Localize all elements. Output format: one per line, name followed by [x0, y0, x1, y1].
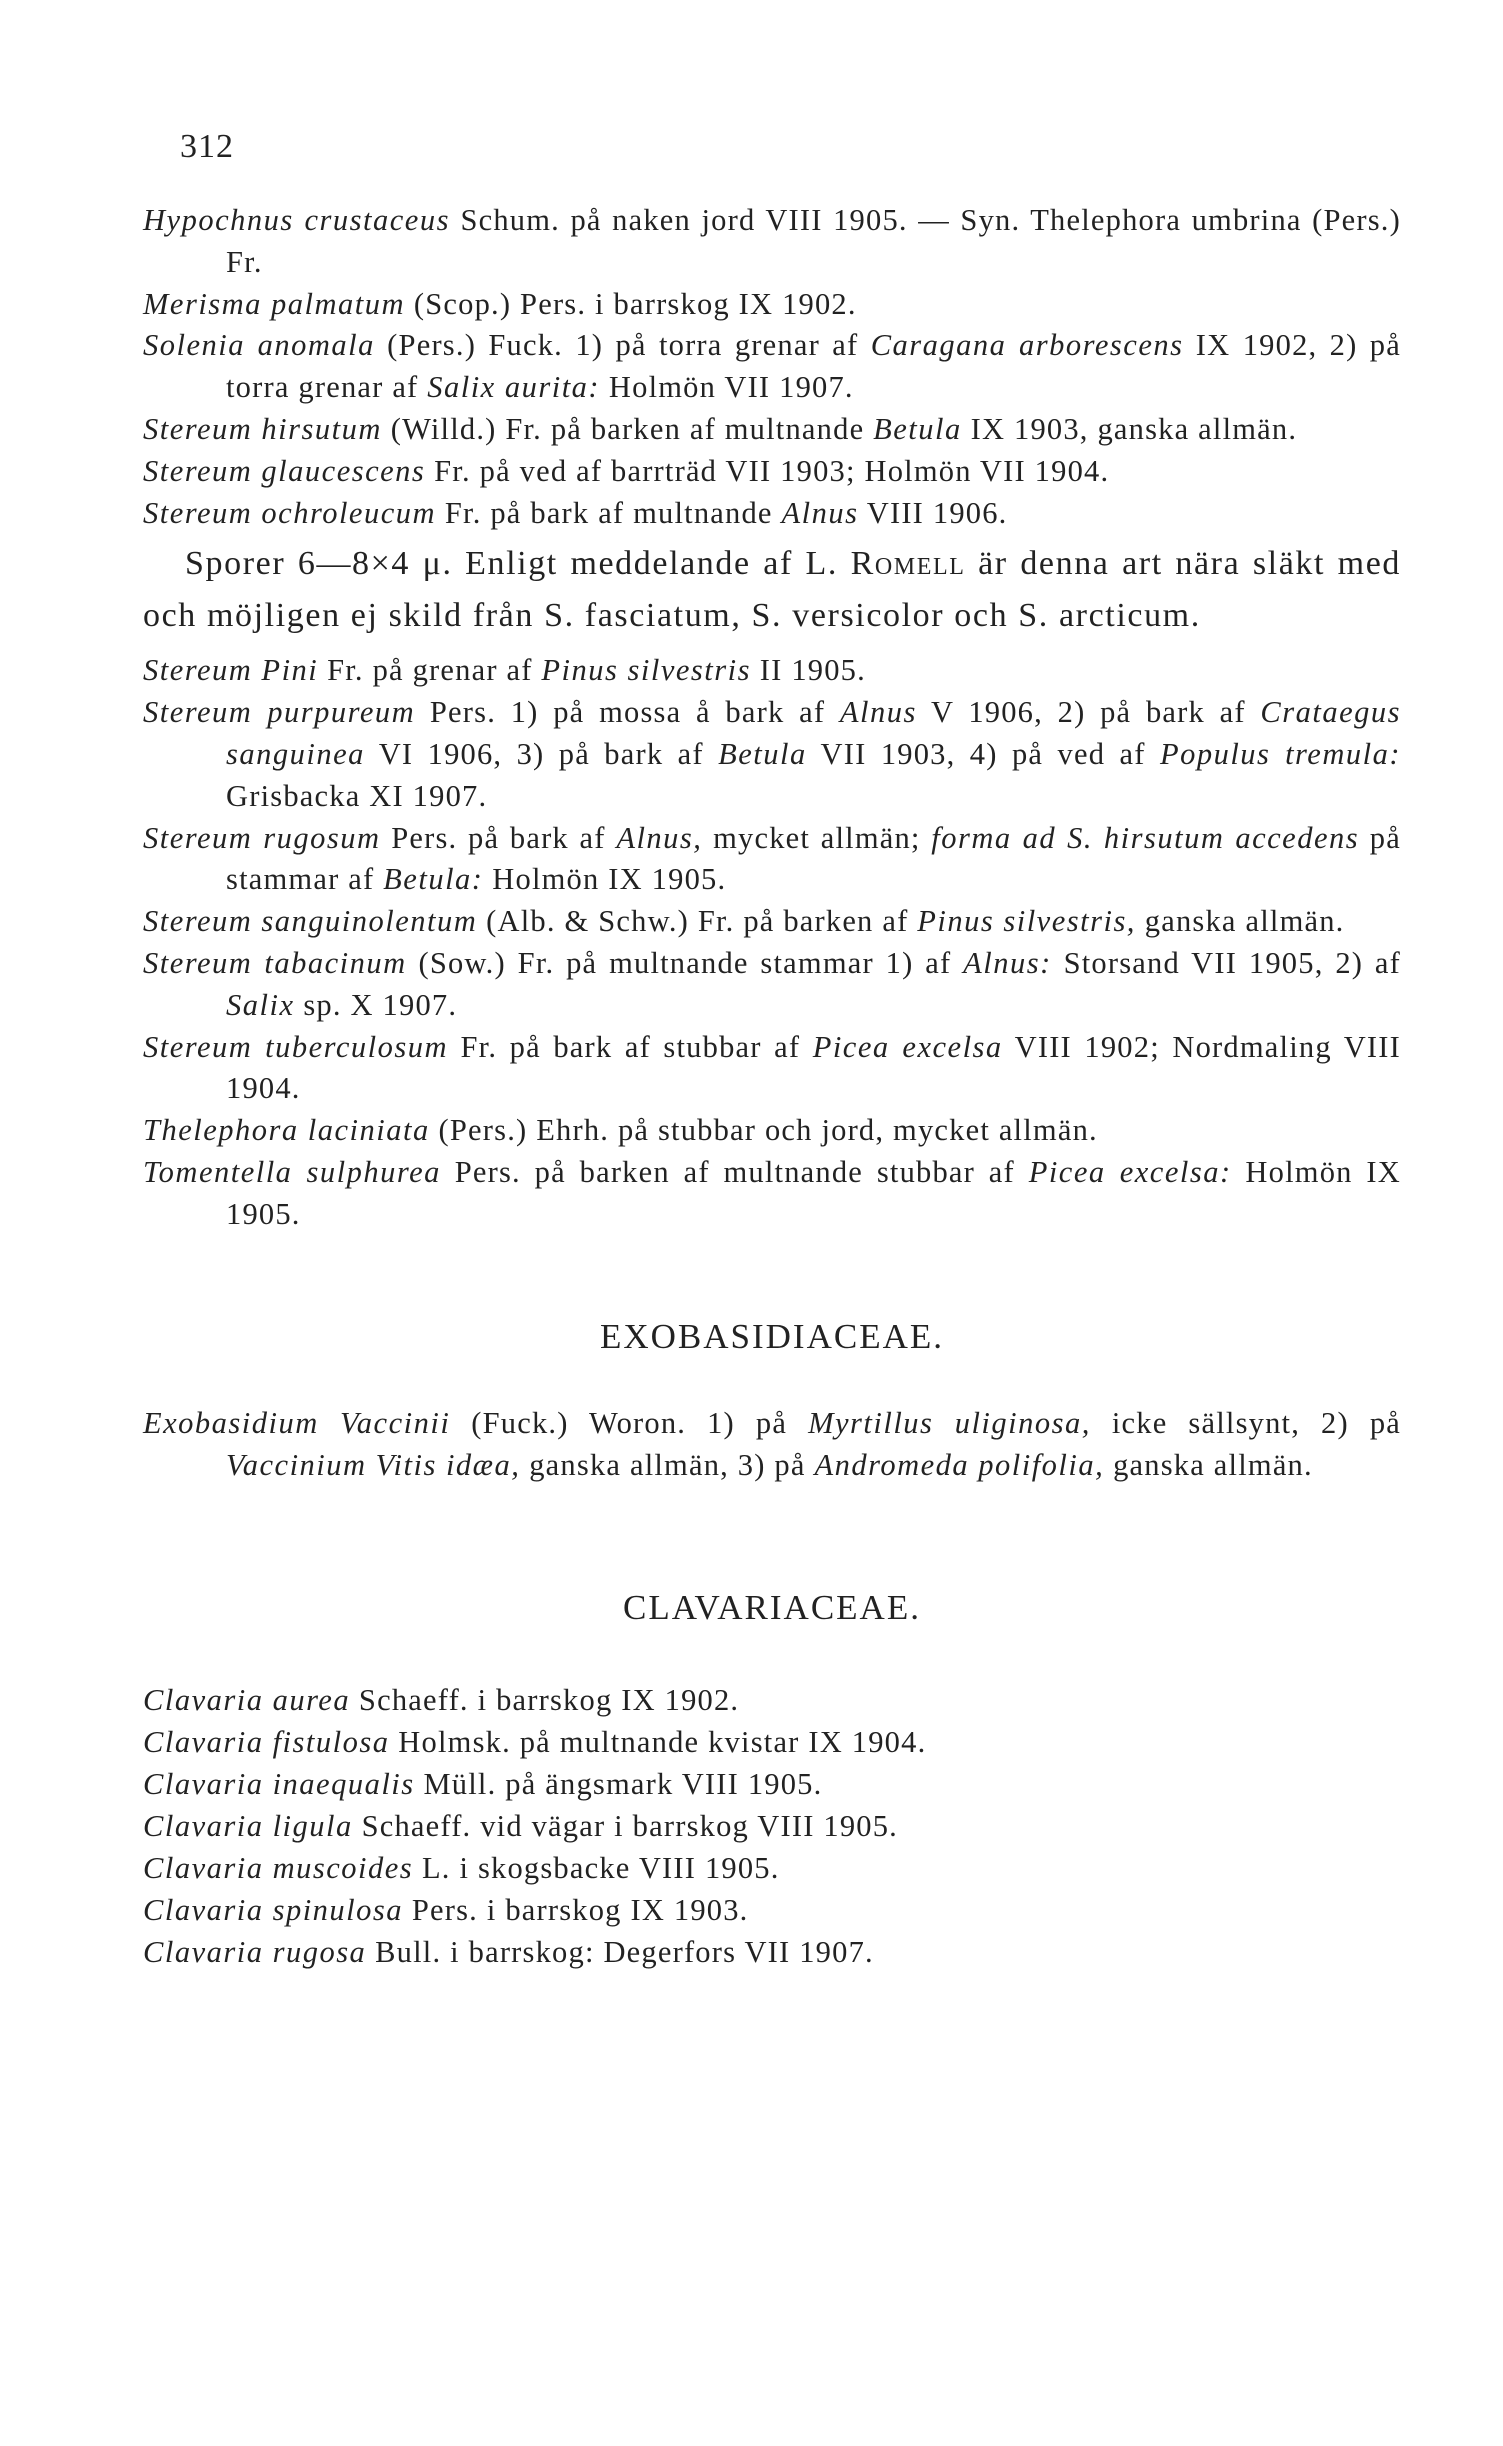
species-name: Stereum sanguinolentum [143, 904, 478, 939]
species-name: Clavaria fistulosa [143, 1724, 390, 1759]
species-name: Solenia anomala [143, 328, 375, 363]
host-name: Pinus silvestris, [917, 904, 1136, 939]
species-entry: Stereum hirsutum (Willd.) Fr. på barken af multnande Betula IX 1903, ganska allmän. [143, 411, 1298, 446]
species-name: Stereum Pini [143, 653, 319, 688]
species-name: Merisma palmatum [143, 286, 406, 321]
species-entry: Thelephora laciniata (Pers.) Ehrh. på stubbar och jord, mycket allmän. [143, 1113, 1098, 1148]
species-entry: Clavaria aurea Schaeff. i barrskog IX 1902. [143, 1682, 740, 1717]
species-entry: Clavaria spinulosa Pers. i barrskog IX 1903. [143, 1892, 749, 1927]
species-entry: Stereum rugosum Pers. på bark af Alnus, mycket allmän; forma ad S. hirsutum accedens på stammar af Betula: Holmön IX 1905. [143, 820, 1401, 897]
host-name: Salix aurita: [427, 370, 601, 405]
species-entry: Stereum tabacinum (Sow.) Fr. på multnande stammar 1) af Alnus: Storsand VII 1905, 2) af Salix sp. X 1907. [143, 945, 1402, 1022]
species-entry: Clavaria fistulosa Holmsk. på multnande kvistar IX 1904. [143, 1724, 927, 1759]
species-name: Stereum rugosum [143, 820, 381, 855]
host-name: Pinus silvestris [541, 653, 751, 688]
host-name: Vaccinium Vitis idæa, [226, 1448, 521, 1483]
species-name: Clavaria aurea [143, 1682, 351, 1717]
clavaria-list [143, 1679, 1401, 1973]
section-heading: CLAVARIACEAE. [623, 1587, 921, 1627]
host-name: Myrtillus uliginosa, [808, 1406, 1091, 1441]
page-body [143, 200, 1401, 1973]
host-name: Picea excelsa: [1028, 1154, 1232, 1189]
host-name: Betula [718, 736, 807, 771]
section-heading: EXOBASIDIACEAE. [599, 1316, 944, 1356]
host-name: Andromeda polifolia, [814, 1448, 1105, 1483]
species-name: Stereum purpureum [143, 695, 416, 730]
host-name: Crataegus sanguinea [226, 695, 1402, 771]
species-name: Stereum tabacinum [143, 945, 407, 980]
species-entry: Clavaria inaequalis Müll. på ängsmark VIII 1905. [143, 1766, 823, 1801]
host-name: Salix [226, 987, 295, 1022]
host-name: Alnus: [963, 945, 1052, 980]
spore-note: Sporer 6—8×4 μ. Enligt meddelande af L. Romell är denna art nära släkt med och möjligen ej skild från S. fasciatum, S. versicolor och S. arcticum. [143, 545, 1402, 635]
host-name: Picea excelsa [812, 1029, 1003, 1064]
species-entry: Stereum purpureum Pers. 1) på mossa å bark af Alnus V 1906, 2) på bark af Crataegus sanguinea VI 1906, 3) på bark af Betula VII 1903, 4) på ved af Populus tremula: Grisbacka XI 1907. [143, 695, 1402, 813]
author-name: Romell [850, 545, 966, 583]
species-name: Clavaria inaequalis [143, 1766, 415, 1801]
species-name: Exobasidium Vaccinii [143, 1406, 451, 1441]
host-name: Caragana arborescens [870, 328, 1184, 363]
species-entry: Clavaria muscoides L. i skogsbacke VIII 1905. [143, 1850, 780, 1885]
species-entry: Solenia anomala (Pers.) Fuck. 1) på torra grenar af Caragana arborescens IX 1902, 2) på torra grenar af Salix aurita: Holmön VII 1907. [143, 328, 1401, 405]
host-name: Populus tremula: [1159, 736, 1401, 771]
species-name: Tomentella sulphurea [143, 1154, 441, 1189]
species-name: Clavaria ligula [143, 1808, 353, 1843]
host-name: Alnus [781, 495, 859, 530]
species-name: Thelephora laciniata [143, 1113, 430, 1148]
species-entry: Stereum tuberculosum Fr. på bark af stubbar af Picea excelsa VIII 1902; Nordmaling VIII 1904. [143, 1029, 1402, 1106]
host-name: Alnus [839, 695, 917, 730]
species-entry: Clavaria rugosa Bull. i barrskog: Degerfors VII 1907. [143, 1934, 874, 1969]
species-name: Stereum tuberculosum [143, 1029, 449, 1064]
species-entry: Exobasidium Vaccinii (Fuck.) Woron. 1) på Myrtillus uliginosa, icke sällsynt, 2) på Vaccinium Vitis idæa, ganska allmän, 3) på Andromeda polifolia, ganska allmän. [143, 1406, 1402, 1483]
page-number: 312 [180, 128, 234, 165]
species-name: Stereum glaucescens [143, 453, 426, 488]
species-entry: Clavaria ligula Schaeff. vid vägar i barrskog VIII 1905. [143, 1808, 899, 1843]
species-name: Stereum ochroleucum [143, 495, 437, 530]
species-entry: Tomentella sulphurea Pers. på barken af multnande stubbar af Picea excelsa: Holmön IX 1905. [143, 1154, 1401, 1231]
host-name: Betula: [383, 862, 484, 897]
host-name: Alnus, [616, 820, 703, 855]
species-name: Clavaria rugosa [143, 1934, 367, 1969]
species-name: Stereum hirsutum [143, 411, 382, 446]
species-entry: Stereum Pini Fr. på grenar af Pinus silvestris II 1905. [143, 653, 866, 688]
species-entry: Hypochnus crustaceus Schum. på naken jord VIII 1905. — Syn. Thelephora umbrina (Pers.) Fr. [143, 203, 1401, 279]
species-entry: Stereum sanguinolentum (Alb. & Schw.) Fr. på barken af Pinus silvestris, ganska allmän. [143, 904, 1345, 939]
species-entry: Merisma palmatum (Scop.) Pers. i barrskog IX 1902. [143, 286, 857, 321]
species-name: Hypochnus crustaceus [143, 203, 450, 237]
species-entry: Stereum glaucescens Fr. på ved af barrträd VII 1903; Holmön VII 1904. [143, 453, 1110, 488]
species-entry: Stereum ochroleucum Fr. på bark af multnande Alnus VIII 1906. [143, 495, 1008, 530]
forma-name: forma ad S. hirsutum accedens [931, 820, 1360, 855]
host-name: Betula [873, 411, 962, 446]
species-name: Clavaria muscoides [143, 1850, 414, 1885]
species-name: Clavaria spinulosa [143, 1892, 404, 1927]
